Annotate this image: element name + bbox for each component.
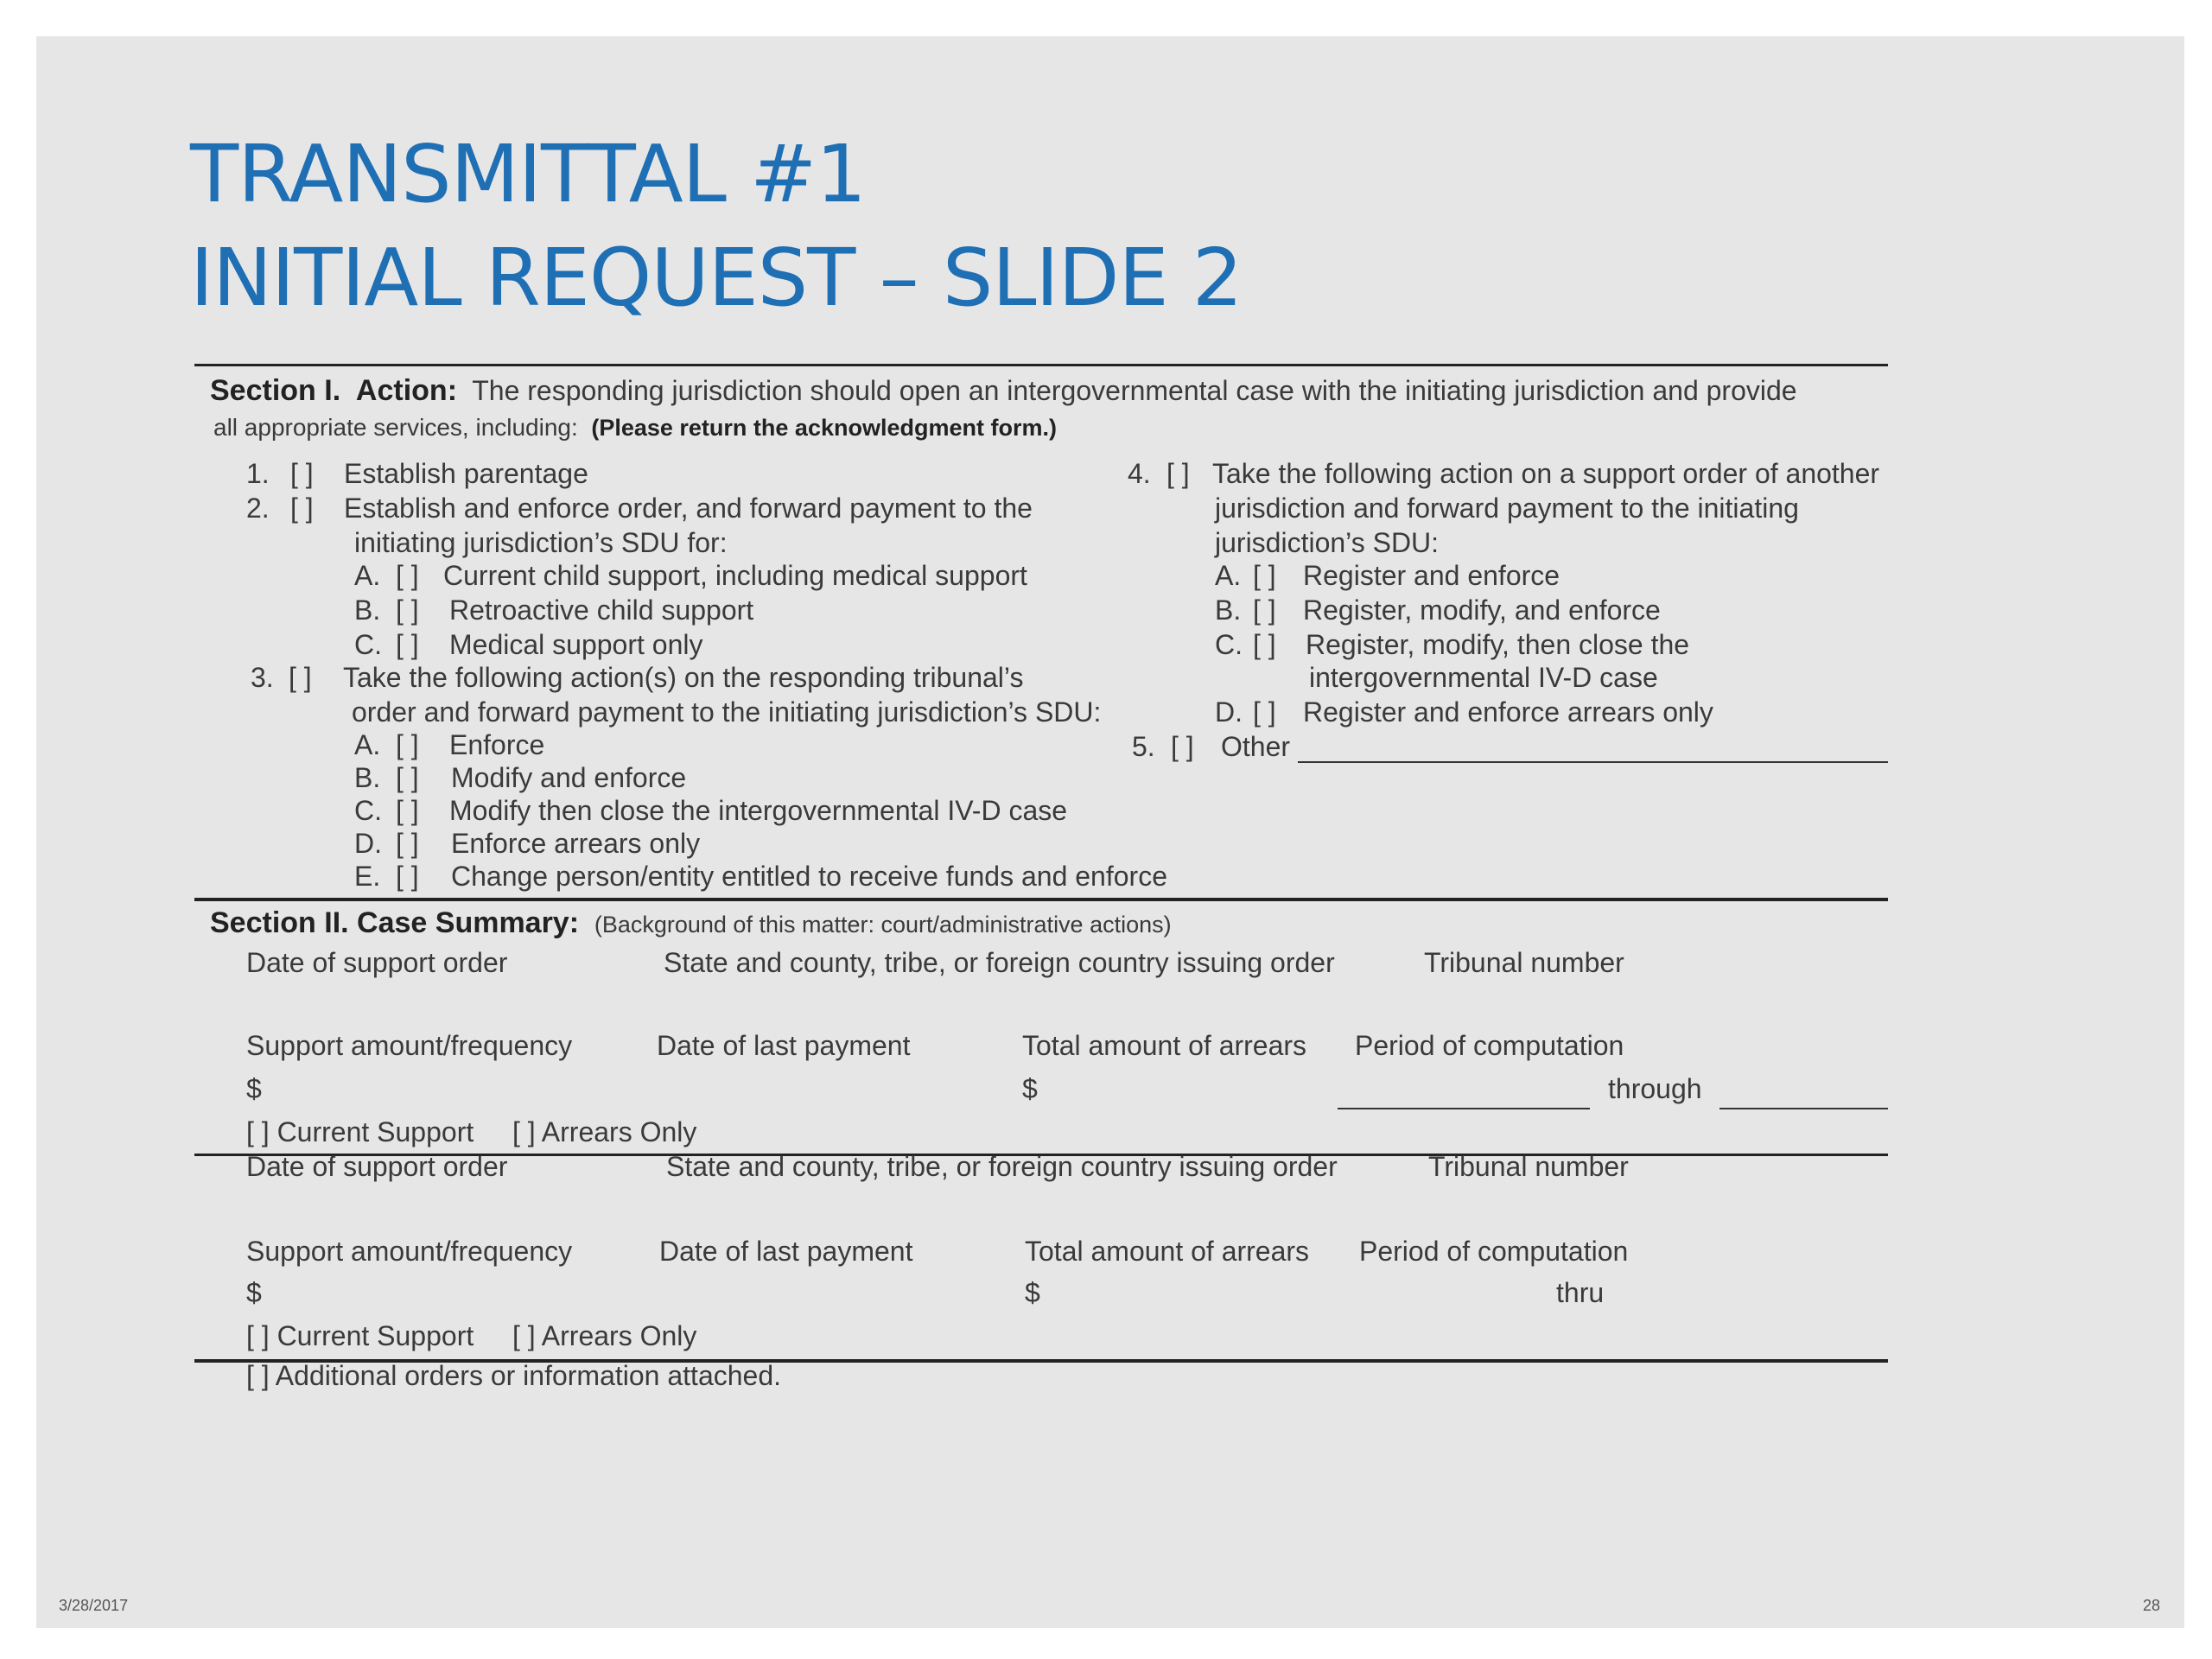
item-5-num: 5. [1132,731,1155,762]
item-3b-text: Modify and enforce [451,762,687,793]
b1-period-from-line[interactable] [1338,1108,1590,1109]
item-4a-checkbox[interactable]: [ ] [1253,560,1276,591]
item-3a-letter: A. [354,729,381,760]
page-number: 28 [2143,1597,2161,1614]
item-4d-text: Register and enforce arrears only [1303,696,1713,728]
item-3-text: Take the following action(s) on the responding tribunal’s [343,662,1024,693]
b2-date-label: Date of support order [246,1151,508,1182]
item-5-other-line[interactable] [1298,761,1888,763]
section1-intro2: all appropriate services, including: [213,414,578,441]
item-4-num: 4. [1128,458,1151,489]
item-4c-letter: C. [1215,629,1243,660]
b1-tribunal-label: Tribunal number [1424,947,1624,978]
additional-orders-checkbox[interactable]: [ ] Additional orders or information attached. [246,1360,782,1391]
title-line-1: TRANSMITTAL #1 [190,128,866,220]
item-2b-text: Retroactive child support [449,594,754,626]
item-2-checkbox[interactable]: [ ] [290,493,314,524]
item-3a-checkbox[interactable]: [ ] [396,729,419,760]
item-4-checkbox[interactable]: [ ] [1166,458,1190,489]
item-3d-text: Enforce arrears only [451,828,701,859]
title-line-2: INITIAL REQUEST – SLIDE 2 [190,232,1243,324]
item-3b-letter: B. [354,762,381,793]
item-4b-checkbox[interactable]: [ ] [1253,594,1276,626]
b2-last-payment-label: Date of last payment [659,1236,913,1267]
item-2a-text: Current child support, including medical support [443,560,1027,591]
item-3e-letter: E. [354,861,381,892]
item-2b-checkbox[interactable]: [ ] [396,594,419,626]
section2-heading: Section II. Case Summary [210,906,569,939]
slide-title [190,123,1242,330]
item-3e-checkbox[interactable]: [ ] [396,861,419,892]
item-4a-letter: A. [1215,560,1242,591]
b2-state-label: State and county, tribe, or foreign country issuing order [666,1151,1338,1182]
item-3c-text: Modify then close the intergovernmental IV-D case [449,795,1068,826]
item-3d-letter: D. [354,828,382,859]
section1-header [210,373,1797,408]
b1-last-payment-label: Date of last payment [657,1030,911,1061]
item-4-text3: jurisdiction’s SDU: [1215,527,1440,558]
section1-action-label: Action: [355,374,458,407]
item-4d-letter: D. [1215,696,1243,728]
b2-current-support-checkbox[interactable]: [ ] Current Support [246,1320,474,1351]
item-4b-letter: B. [1215,594,1242,626]
b2-dollar-arrears: $ [1025,1277,1040,1308]
b1-amount-label: Support amount/frequency [246,1030,573,1061]
item-4-text2: jurisdiction and forward payment to the initiating [1215,493,1799,524]
item-3b-checkbox[interactable]: [ ] [396,762,419,793]
item-5-text: Other [1221,731,1291,762]
item-1-text: Establish parentage [344,458,588,489]
section2-top-rule [194,898,1888,901]
b1-date-label: Date of support order [246,947,508,978]
form-top-rule [194,364,1888,366]
b2-thru: thru [1556,1277,1605,1308]
item-3-num: 3. [251,662,274,693]
item-4c-text2: intergovernmental IV-D case [1309,662,1658,693]
item-5-checkbox[interactable]: [ ] [1171,731,1194,762]
item-2-num: 2. [246,493,270,524]
section1-intro: The responding jurisdiction should open an intergovernmental case with the initiating jurisdiction and provide [472,375,1797,406]
b2-arrears-label: Total amount of arrears [1025,1236,1310,1267]
b1-arrears-label: Total amount of arrears [1022,1030,1307,1061]
item-2a-checkbox[interactable]: [ ] [396,560,419,591]
item-1-checkbox[interactable]: [ ] [290,458,314,489]
section1-note: (Please return the acknowledgment form.) [591,415,1057,441]
section2-header [210,906,1172,942]
item-3-checkbox[interactable]: [ ] [289,662,312,693]
item-2-text: Establish and enforce order, and forward payment to the [344,493,1033,524]
b1-dollar-amount: $ [246,1073,262,1104]
item-4c-checkbox[interactable]: [ ] [1253,629,1276,660]
b2-tribunal-label: Tribunal number [1428,1151,1629,1182]
item-3d-checkbox[interactable]: [ ] [396,828,419,859]
b2-period-label: Period of computation [1359,1236,1629,1267]
section2-note: (Background of this matter: court/administrative actions) [594,912,1172,938]
item-1-num: 1. [246,458,270,489]
b2-dollar-amount: $ [246,1277,262,1308]
item-2c-letter: C. [354,629,382,660]
item-2-text2: initiating jurisdiction’s SDU for: [354,527,728,558]
item-4b-text: Register, modify, and enforce [1303,594,1661,626]
item-4d-checkbox[interactable]: [ ] [1253,696,1276,728]
item-4-text: Take the following action on a support order of another [1212,458,1880,489]
b2-amount-label: Support amount/frequency [246,1236,573,1267]
item-2a-letter: A. [354,560,381,591]
b1-dollar-arrears: $ [1022,1073,1038,1104]
item-3a-text: Enforce [449,729,545,760]
item-2c-text: Medical support only [449,629,703,660]
section1-intro-line2 [213,410,1057,445]
item-3c-checkbox[interactable]: [ ] [396,795,419,826]
b1-period-to-line[interactable] [1719,1108,1888,1109]
b1-state-label: State and county, tribe, or foreign country issuing order [664,947,1335,978]
section2-colon: : [569,906,580,939]
item-4a-text: Register and enforce [1303,560,1560,591]
section1-heading: Section I. [210,374,341,407]
b1-through: through [1608,1073,1702,1104]
item-3c-letter: C. [354,795,382,826]
item-2c-checkbox[interactable]: [ ] [396,629,419,660]
item-3e-text: Change person/entity entitled to receive funds and enforce [451,861,1167,892]
b1-period-label: Period of computation [1355,1030,1624,1061]
footer-date: 3/28/2017 [59,1597,129,1614]
b2-arrears-only-checkbox[interactable]: [ ] Arrears Only [512,1320,697,1351]
item-4c-text: Register, modify, then close the [1306,629,1690,660]
item-2b-letter: B. [354,594,381,626]
b1-arrears-only-checkbox[interactable]: [ ] Arrears Only [512,1116,697,1147]
item-3-text2: order and forward payment to the initiating jurisdiction’s SDU: [352,696,1102,728]
b1-current-support-checkbox[interactable]: [ ] Current Support [246,1116,474,1147]
